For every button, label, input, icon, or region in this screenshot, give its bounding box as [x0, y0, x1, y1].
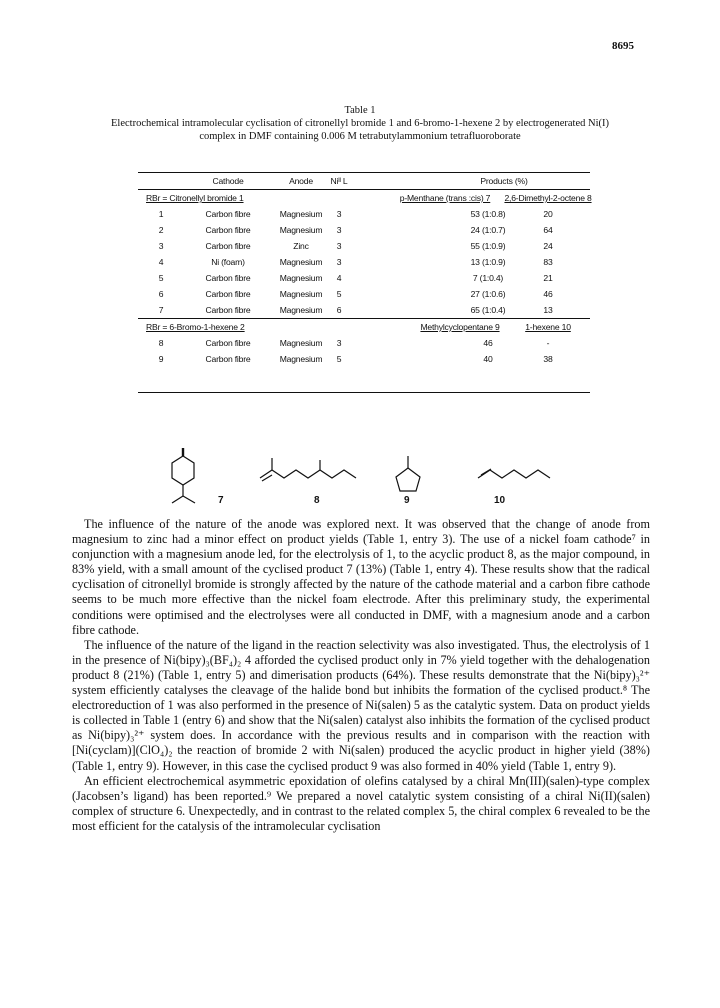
cell-p1: 27 (1:0.6)	[470, 289, 506, 299]
paragraph: An efficient electrochemical asymmetric epoxidation of olefins catalysed by a chiral Mn(III)(salen)-type complex (Jacobsen’s ligand) has been reported.⁹ We prepared a novel catalytic system consisting of a chiral Ni(II)(salen) complex of structure 6. Unexpectedly, and in contrast to the related complex 5, the chiral complex 6 revealed to be the most efficient for the catalysis of the intramolecular cyclisation	[72, 773, 650, 833]
cell-p1: 65 (1:0.4)	[470, 305, 506, 315]
cell-entry: 7	[158, 305, 164, 315]
cell-cathode: Carbon fibre	[205, 225, 251, 235]
chemical-structures	[140, 448, 600, 508]
group1-row	[138, 190, 590, 206]
cell-p1: 24 (1:0.7)	[470, 225, 506, 235]
cell-entry: 3	[158, 241, 164, 251]
cell-ligand: 6	[336, 305, 342, 315]
cell-entry: 6	[158, 289, 164, 299]
cell-p2: -	[546, 338, 550, 348]
paragraph: The influence of the nature of the ligand in the reaction selectivity was also investigated. Thus, the electrolysis of 1 in the presence of Ni(bipy)₃(BF₄)₂ 4 afforded the cyclised product only in 7% yield together with the dehalogenation product 8 (21%) (Table 1, entry 5) and dimerisation products (64%). These results demonstrate that the Ni(bipy)₃²⁺ system efficiently catalyses the cleavage of the halide bond but inhibits the formation of the cyclised product.⁸ The electroreduction of 1 was also performed in the presence of Ni(salen) 5 as the catalytic system. Data on product yields is collected in Table 1 (entry 6) and show that the Ni(salen) catalyst also inhibits the formation of the cyclised product as Ni(bipy)₃²⁺ system does. In accordance with the previous results and in comparison with the reaction with [Ni(cyclam)](ClO₄)₂ the reaction of bromide 2 with Ni(salen) produced the acyclic product in higher yield (38%) (Table 1, entry 9). However, in this case the cyclised product 9 was also formed in 40% yield (Table 1, entry 9).	[72, 637, 650, 773]
cell-anode: Magnesium	[279, 273, 323, 283]
group2-row	[138, 318, 590, 335]
cell-cathode: Carbon fibre	[205, 209, 251, 219]
cell-p1: 40	[483, 354, 493, 364]
cell-p2: 38	[543, 354, 553, 364]
p-menthane-structure	[172, 448, 195, 503]
header-anode: Anode	[289, 176, 313, 186]
table-caption	[110, 104, 610, 143]
cell-p2: 21	[543, 273, 553, 283]
cell-anode: Zinc	[293, 241, 309, 251]
cell-anode: Magnesium	[279, 209, 323, 219]
results-table	[138, 172, 590, 367]
table-row	[138, 302, 590, 318]
cell-anode: Magnesium	[279, 225, 323, 235]
page-number: 8695	[612, 40, 634, 52]
group1-product2: 2,6-Dimethyl-2-octene 8	[504, 193, 592, 203]
cell-ligand: 3	[336, 338, 342, 348]
cell-ligand: 3	[336, 209, 342, 219]
cell-cathode: Carbon fibre	[205, 241, 251, 251]
header-products: Products (%)	[480, 176, 528, 186]
cell-anode: Magnesium	[279, 338, 323, 348]
structure-number-10: 10	[494, 495, 506, 506]
cell-p1: 46	[483, 338, 493, 348]
cell-entry: 5	[158, 273, 164, 283]
group1-product1: p-Menthane (trans :cis) 7	[399, 193, 491, 203]
table-row	[138, 206, 590, 222]
table-label: Table 1	[344, 105, 376, 116]
cell-ligand: 5	[336, 354, 342, 364]
cell-cathode: Carbon fibre	[205, 305, 251, 315]
cell-entry: 8	[158, 338, 164, 348]
cell-entry: 2	[158, 225, 164, 235]
cell-p2: 20	[543, 209, 553, 219]
cell-entry: 1	[158, 209, 164, 219]
paragraph: The influence of the nature of the anode was explored next. It was observed that the change of anode from magnesium to zinc had a minor effect on product yields (Table 1, entry 3). The use of a nickel foam cathode⁷ in conjunction with a magnesium anode led, for the electrolysis of 1, to the acyclic product 8, as the major compound, in 83% yield, with a small amount of the cyclised product 7 (13%) (Table 1, entry 4). These results show that the radical cyclisation of citronellyl bromide is strongly affected by the nature of the cathode material and a carbon fibre cathode seems to be much more effective than the nickel foam electrode. After this preliminary study, the experimental conditions were optimised and the electrolyses were all conducted in DMF, with a magnesium anode and a carbon fibre cathode.	[72, 517, 650, 637]
cell-p2: 83	[543, 257, 553, 267]
group1-label: RBr = Citronellyl bromide 1	[146, 193, 244, 203]
header-ligand: Niᴵᴵ L	[330, 176, 348, 186]
cell-cathode: Carbon fibre	[205, 338, 251, 348]
group1-rows	[138, 206, 590, 318]
cell-p1: 55 (1:0.9)	[470, 241, 506, 251]
table-row	[138, 222, 590, 238]
cell-p2: 24	[543, 241, 553, 251]
cell-entry: 9	[158, 354, 164, 364]
cell-p1: 13 (1:0.9)	[470, 257, 506, 267]
table-row	[138, 254, 590, 270]
cell-p1: 53 (1:0.8)	[470, 209, 506, 219]
structure-number-9: 9	[404, 495, 410, 506]
cell-ligand: 3	[336, 225, 342, 235]
header-cathode: Cathode	[212, 176, 244, 186]
body-text	[72, 517, 650, 834]
cell-anode: Magnesium	[279, 289, 323, 299]
cell-entry: 4	[158, 257, 164, 267]
cell-p2: 46	[543, 289, 553, 299]
table-row	[138, 351, 590, 367]
group2-product1: Methylcyclopentane 9	[420, 322, 500, 332]
cell-cathode: Carbon fibre	[205, 289, 251, 299]
cell-ligand: 3	[336, 257, 342, 267]
table-row	[138, 238, 590, 254]
methylcyclopentane-structure	[396, 456, 420, 491]
group2-label: RBr = 6-Bromo-1-hexene 2	[146, 322, 245, 332]
cell-anode: Magnesium	[279, 354, 323, 364]
cell-ligand: 5	[336, 289, 342, 299]
structure-number-8: 8	[314, 495, 320, 506]
cell-anode: Magnesium	[279, 305, 323, 315]
group2-rows	[138, 335, 590, 367]
table-bottom-rule	[138, 392, 590, 393]
cell-cathode: Ni (foam)	[211, 257, 245, 267]
table-row	[138, 286, 590, 302]
structure-number-7: 7	[218, 495, 224, 506]
cell-p2: 64	[543, 225, 553, 235]
cell-p2: 13	[543, 305, 553, 315]
table-header-row	[138, 173, 590, 190]
cell-anode: Magnesium	[279, 257, 323, 267]
cell-ligand: 4	[336, 273, 342, 283]
cell-ligand: 3	[336, 241, 342, 251]
dimethyloctene-structure	[260, 458, 356, 481]
cell-p1: 7 (1:0.4)	[472, 273, 504, 283]
table-caption-text: Electrochemical intramolecular cyclisation of citronellyl bromide 1 and 6-bromo-1-hexene 2 by electrogenerated Ni(I) complex in DMF containing 0.006 M tetrabutylammonium tetrafluoroborate	[111, 118, 609, 142]
hexene-structure	[478, 469, 550, 478]
table-row	[138, 270, 590, 286]
cell-cathode: Carbon fibre	[205, 354, 251, 364]
group2-product2: 1-hexene 10	[525, 322, 571, 332]
table-row	[138, 335, 590, 351]
cell-cathode: Carbon fibre	[205, 273, 251, 283]
